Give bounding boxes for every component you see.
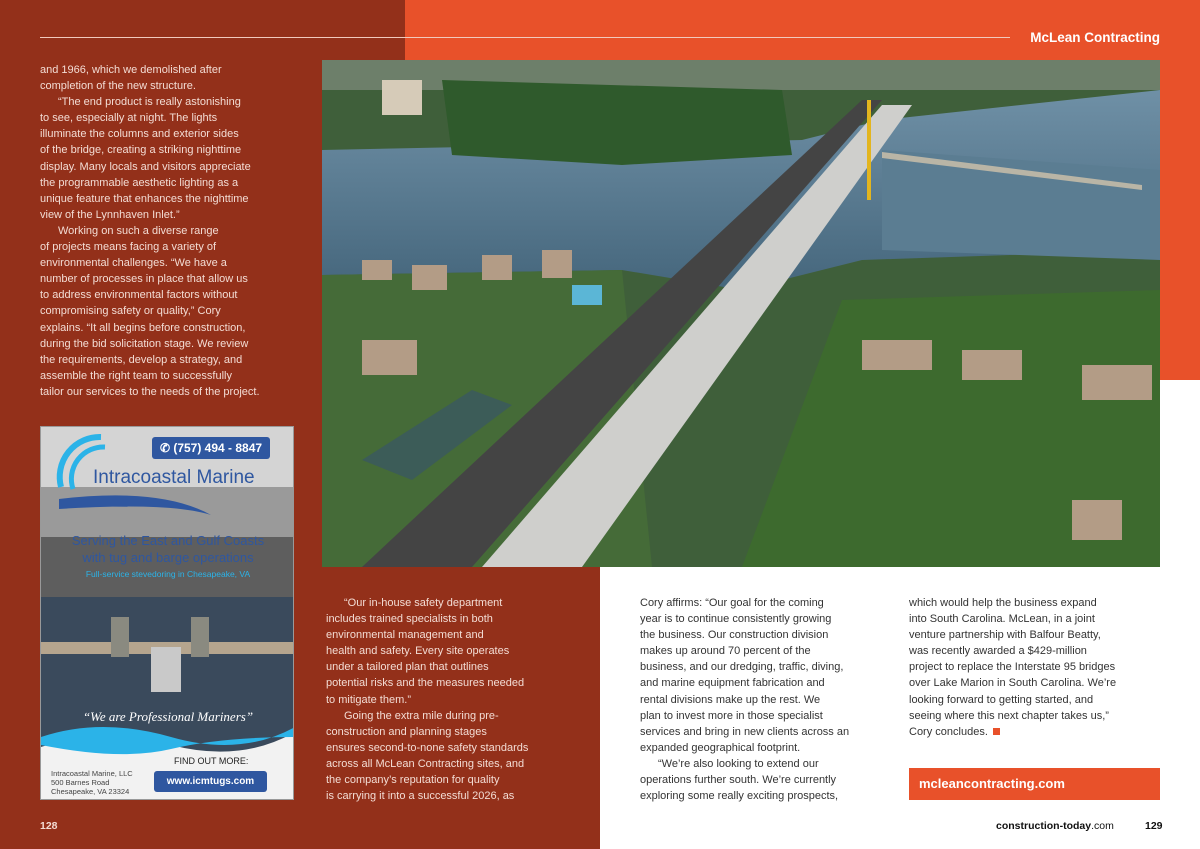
ad-tagline: with tug and barge operations	[82, 550, 254, 565]
bridge-aerial-photo	[322, 60, 1160, 567]
end-mark-icon	[993, 728, 1000, 735]
left-column-text	[40, 62, 310, 400]
mclean-url-link[interactable]: mcleancontracting.com	[909, 768, 1160, 800]
phone-number: (757) 494 - 8847	[173, 441, 263, 455]
paragraph: “We’re also looking to extend our operations further south. We’re currently exploring some really exciting prospects,	[640, 757, 839, 803]
paragraph: Cory affirms: “Our goal for the coming year is to continue consistently growing the business. Our construction division makes up around 70 percent of the business, and our dredging, traffic, diving, and marine equipment fabrication and rental divisions make up the rest. We plan to invest more in those specialist services and bring in new clients across an expanded geographical footprint.	[640, 597, 850, 754]
ad-address: Intracoastal Marine, LLC 500 Barnes Road Chesapeake, VA 23324	[51, 769, 133, 796]
paragraph: Working on such a diverse range of projects means facing a variety of environmental challenges. “We have a number of processes in place that allow us to address environmental factors without compromising safety or quality,” Cory explains. “It all begins before construction, during the bid solicitation stage. We review the requirements, develop a strategy, and assemble the right team to successfully tailor our services to the needs of the project.	[40, 224, 260, 398]
ad-company-name: Intracoastal Marine	[93, 467, 255, 488]
site-name	[996, 820, 1114, 832]
column-4-text	[909, 595, 1169, 740]
running-title: McLean Contracting	[1030, 30, 1160, 45]
right-accent-band	[1160, 0, 1200, 380]
paragraph: “Our in-house safety department includes trained specialists in both environmental management and health and safety. Every site operates under a tailored plan that outlines potential risks and the measures needed to mitigate them.”	[326, 597, 525, 706]
ad-slogan: “We are Professional Mariners”	[82, 709, 254, 724]
site-name-suffix: .com	[1091, 820, 1114, 832]
left-page-number: 128	[40, 820, 58, 832]
column-2-text	[326, 595, 588, 804]
ad-tagline: Serving the East and Gulf Coasts	[71, 533, 265, 548]
ad-tagline: Full-service stevedoring in Chesapeake, VA	[85, 569, 251, 579]
ad-website-button[interactable]: www.icmtugs.com	[154, 771, 267, 792]
right-page-number: 129	[1145, 820, 1163, 832]
ad-phone: ✆ (757) 494 - 8847	[152, 437, 270, 459]
header-rule	[40, 37, 1010, 38]
intracoastal-marine-ad[interactable]	[40, 426, 294, 800]
paragraph: Going the extra mile during pre- construction and planning stages ensures second-to-none safety standards across all McLean Contracting sites, and the company’s reputation for quality is carrying it into a successful 2026, as	[326, 709, 529, 803]
column-3-text	[640, 595, 890, 804]
paragraph: and 1966, which we demolished after completion of the new structure.	[40, 64, 222, 93]
site-name-bold: construction-today	[996, 820, 1092, 832]
paragraph: “The end product is really astonishing to see, especially at night. The lights illuminate the columns and exterior sides of the bridge, creating a striking nighttime display. Many locals and visitors appreciate the programmable aesthetic lighting as a unique feature that enhances the nighttime view of the Lynnhaven Inlet.”	[40, 96, 251, 221]
ad-find-out: FIND OUT MORE:	[174, 756, 249, 766]
paragraph: which would help the business expand into South Carolina. McLean, in a joint venture partnership with Balfour Beatty, was recently awarded a $429-million project to replace the Interstate 95 bridges over Lake Marion in South Carolina. We’re looking forward to getting started, and seeing where this next chapter takes us,” Cory concludes.	[909, 597, 1117, 738]
